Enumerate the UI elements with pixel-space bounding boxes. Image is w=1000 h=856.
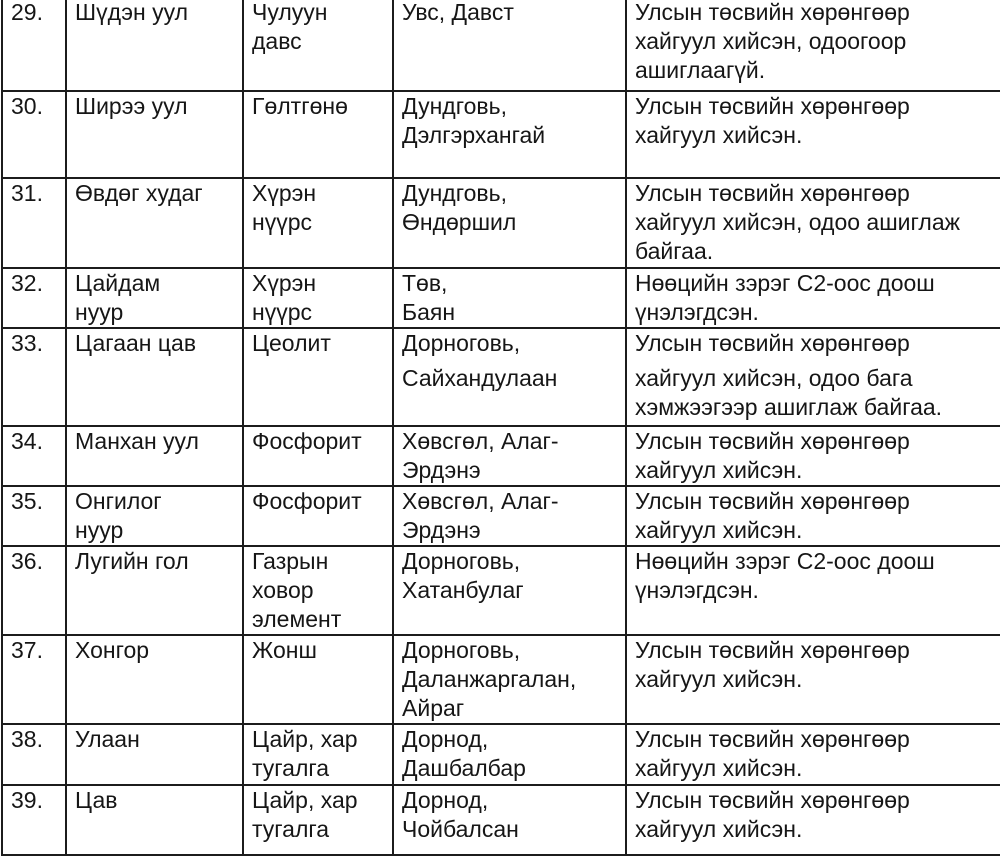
table-row	[2, 178, 1000, 268]
mineral-type: Фосфорит	[243, 426, 393, 486]
mineral-type: Хүрэн нүүрс	[243, 178, 393, 268]
table-row	[2, 268, 1000, 328]
deposit-name: Ширээ уул	[66, 91, 243, 178]
deposit-status: Улсын төсвийн хөрөнгөөр хайгуул хийсэн.	[626, 91, 1000, 178]
row-number: 36.	[2, 546, 66, 635]
mineral-type: Гөлтгөнө	[243, 91, 393, 178]
deposit-name: Цагаан цав	[66, 328, 243, 426]
mineral-type: Жонш	[243, 635, 393, 724]
row-number: 29.	[2, 0, 66, 91]
deposit-location: Хөвсгөл, Алаг- Эрдэнэ	[393, 486, 626, 546]
deposit-location: Дорнод, Дашбалбар	[393, 724, 626, 785]
deposit-status: Улсын төсвийн хөрөнгөөр хайгуул хийсэн.	[626, 785, 1000, 855]
deposit-status: Улсын төсвийн хөрөнгөөр хайгуул хийсэн.	[626, 486, 1000, 546]
row-number: 34.	[2, 426, 66, 486]
deposit-status: Нөөцийн зэрэг С2-оос доош үнэлэгдсэн.	[626, 268, 1000, 328]
deposit-location: Төв, Баян	[393, 268, 626, 328]
deposit-status: Нөөцийн зэрэг С2-оос доош үнэлэгдсэн.	[626, 546, 1000, 635]
mineral-type: Цайр, хар тугалга	[243, 724, 393, 785]
deposit-status: Улсын төсвийн хөрөнгөөр хайгуул хийсэн, одоо ашиглаж байгаа.	[626, 178, 1000, 268]
table-row	[2, 426, 1000, 486]
deposit-name: Цайдам нуур	[66, 268, 243, 328]
deposit-location: Дорноговь, Даланжаргалан, Айраг	[393, 635, 626, 724]
row-number: 39.	[2, 785, 66, 855]
mineral-type: Цайр, хар тугалга	[243, 785, 393, 855]
deposit-name: Өвдөг худаг	[66, 178, 243, 268]
table-row	[2, 0, 1000, 91]
table-row	[2, 635, 1000, 724]
deposit-location: Хөвсгөл, Алаг- Эрдэнэ	[393, 426, 626, 486]
mineral-type: Хүрэн нүүрс	[243, 268, 393, 328]
deposit-location: Дорноговь, Сайхандулаан	[393, 328, 626, 426]
row-number: 33.	[2, 328, 66, 426]
deposit-location: Дундговь, Дэлгэрхангай	[393, 91, 626, 178]
deposit-location: Дорноговь, Хатанбулаг	[393, 546, 626, 635]
deposit-name: Манхан уул	[66, 426, 243, 486]
deposit-name: Лугийн гол	[66, 546, 243, 635]
mineral-type: Фосфорит	[243, 486, 393, 546]
row-number: 37.	[2, 635, 66, 724]
deposit-name: Шүдэн уул	[66, 0, 243, 91]
deposit-name: Хонгор	[66, 635, 243, 724]
deposit-status: Улсын төсвийн хөрөнгөөр хайгуул хийсэн, одоогоор ашиглаагүй.	[626, 0, 1000, 91]
row-number: 32.	[2, 268, 66, 328]
row-number: 31.	[2, 178, 66, 268]
deposit-location: Дорнод, Чойбалсан	[393, 785, 626, 855]
deposits-table	[1, 0, 1000, 856]
table-row	[2, 724, 1000, 785]
mineral-type: Чулуун давс	[243, 0, 393, 91]
table-row	[2, 328, 1000, 426]
row-number: 35.	[2, 486, 66, 546]
deposit-name: Цав	[66, 785, 243, 855]
mineral-type: Газрын ховор элемент	[243, 546, 393, 635]
deposit-name: Онгилог нуур	[66, 486, 243, 546]
table-row	[2, 546, 1000, 635]
table-row	[2, 785, 1000, 855]
deposit-status: Улсын төсвийн хөрөнгөөр хайгуул хийсэн.	[626, 724, 1000, 785]
mineral-type: Цеолит	[243, 328, 393, 426]
table-row	[2, 91, 1000, 178]
deposit-location: Увс, Давст	[393, 0, 626, 91]
deposit-name: Улаан	[66, 724, 243, 785]
deposit-status: Улсын төсвийн хөрөнгөөр хайгуул хийсэн, одоо бага хэмжээгээр ашиглаж байгаа.	[626, 328, 1000, 426]
deposit-status: Улсын төсвийн хөрөнгөөр хайгуул хийсэн.	[626, 635, 1000, 724]
row-number: 30.	[2, 91, 66, 178]
table-row	[2, 486, 1000, 546]
row-number: 38.	[2, 724, 66, 785]
deposit-location: Дундговь, Өндөршил	[393, 178, 626, 268]
deposit-status: Улсын төсвийн хөрөнгөөр хайгуул хийсэн.	[626, 426, 1000, 486]
